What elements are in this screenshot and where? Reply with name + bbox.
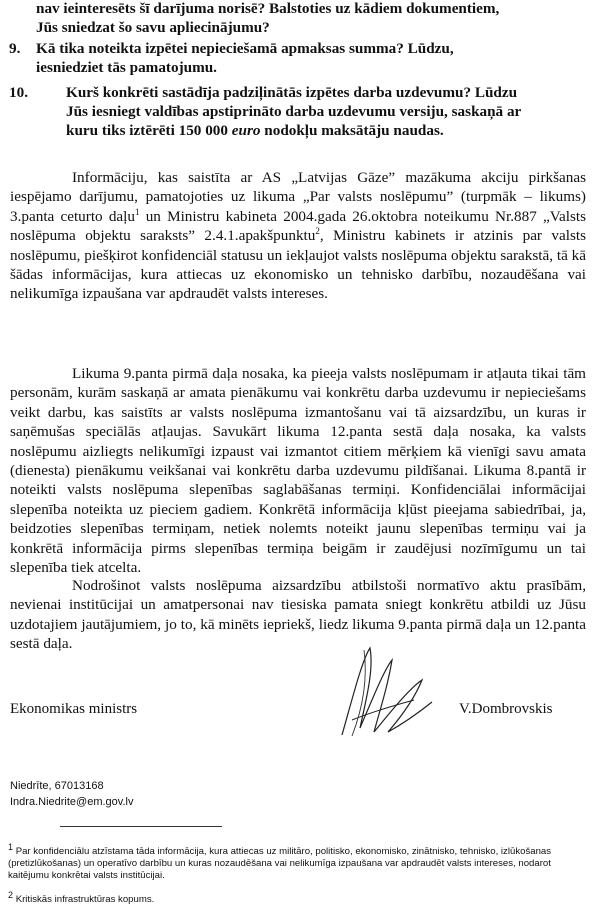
- handwritten-signature: [322, 640, 462, 740]
- question-9-number: 9.: [9, 40, 21, 57]
- currency-word: euro: [231, 122, 261, 139]
- footnote-separator: [60, 826, 222, 827]
- question-9-line-2: iesniedziet tās pamatojumu.: [36, 59, 217, 76]
- question-8-line-2: Jūs sniedzat šo savu apliecinājumu?: [36, 19, 270, 36]
- footnote-1: $^1$ Par konfidenciālu atzīstama tāda informācija, kura attiecas uz militāro, politisko, ekonomisko, zinātnisko, tehnisko, izlūkošanas (pretizlūkošanas) un operatīvo darbību un kuras nozaudēšana vai nelikumīga izpaušana var apdraudēt valsts intereses, nodarot kaitējumu konkrētai valsts institūcijai.: [8, 841, 552, 881]
- footnote-ref-2: 2: [315, 226, 320, 237]
- paragraph-3: Nodrošinot valsts noslēpuma aizsardzību atbilstoši normatīvo aktu prasībām, nevienai institūcijai un amatpersonai nav tiesiska pamata sniegt konkrētu atbildi uz Jūsu uzdotajiem jautājumiem, jo to, kā minēts iepriekš, liedz likuma 9.panta pirmā daļa un 12.panta sestā daļa.: [10, 577, 586, 653]
- contact-email: Indra.Niedrite@em.gov.lv: [10, 796, 134, 808]
- contact-name-phone: Niedrīte, 67013168: [10, 780, 104, 792]
- signatory-name: V.Dombrovskis: [459, 701, 553, 717]
- footnote-2: $^2$ Kritiskās infrastruktūras kopums.: [8, 889, 155, 905]
- paragraph-2: Likuma 9.panta pirmā daļa nosaka, ka pieeja valsts noslēpumam ir atļauta tikai tām personām, kurām saskaņā ar amata pienākumu vai konkrētu darba uzdevumu ir nepieciešams veikt darbu, kas saistīts ar valsts noslēpuma izmantošanu vai tā aizsardzību, un kuras ir saņēmušas speciālās atļaujas. Savukārt likuma 12.panta sestā daļa nosaka, ka valsts noslēpumu aizliegts nelikumīgi izpaust vai izmantot citiem mērķiem kā vienīgi savu amata (dienesta) pienākumu veikšanai vai konkrētu darba uzdevumu pildīšanai. Likuma 8.pantā ir noteikti valsts noslēpuma slepenības saglabāšanas termiņi. Konfidenciālai informācijai slepenība noteikta uz pieciem gadiem. Konkrētā informācija kļūst pieejama sabiedrībai, ja, beidzoties slepenības termiņam, netiek nolemts noteikt jaunu slepenības termiņu vai ja konkrētā informācija pirms slepenības termiņa beigām ir zaudējusi nozīmīgumu un tai slepenība tiek atcelta.: [10, 365, 586, 577]
- question-10-line-3: kuru tiks iztērēti 150 000 euro nodokļu maksātāju naudas.: [66, 122, 444, 139]
- question-10-number: 10.: [9, 84, 28, 101]
- question-10-line-1: Kurš konkrēti sastādīja padziļinātās izpētes darba uzdevumu? Lūdzu: [66, 84, 518, 101]
- signatory-title: Ekonomikas ministrs: [10, 701, 138, 717]
- question-9-line-1: Kā tika noteikta izpētei nepieciešamā apmaksas summa? Lūdzu,: [36, 40, 454, 57]
- question-10-line-2: Jūs iesniegt valdības apstiprināto darba uzdevumu versiju, saskaņā ar: [66, 103, 522, 120]
- paragraph-1: Informāciju, kas saistīta ar AS „Latvijas Gāze” mazākuma akciju pirkšanas iespējamo darījumu, pamatojoties uz likuma „Par valsts noslēpumu” (turpmāk – likums) 3.panta ceturto daļu$^1$ un Ministru kabineta 2004.gada 26.oktobra noteikumu Nr.887 „Valsts noslēpuma objektu saraksts” 2.4.1.apakšpunktu$^2$, Ministru kabinets ir atzinis par valsts noslēpumu, piešķirot konfidenciāl statusu un iekļaujot valsts noslēpuma objektu sarakstā, tā kā šādas informācijas, kura attiecas uz ekonomisko un tehnisko darbību, nozaudēšana vai nelikumīga izpaušana var apdraudēt valsts intereses.: [10, 169, 587, 303]
- footnote-ref-1: 1: [135, 206, 140, 217]
- question-8-line-1: nav ieinteresēts šī darījuma norisē? Balstoties uz kādiem dokumentiem,: [36, 0, 500, 17]
